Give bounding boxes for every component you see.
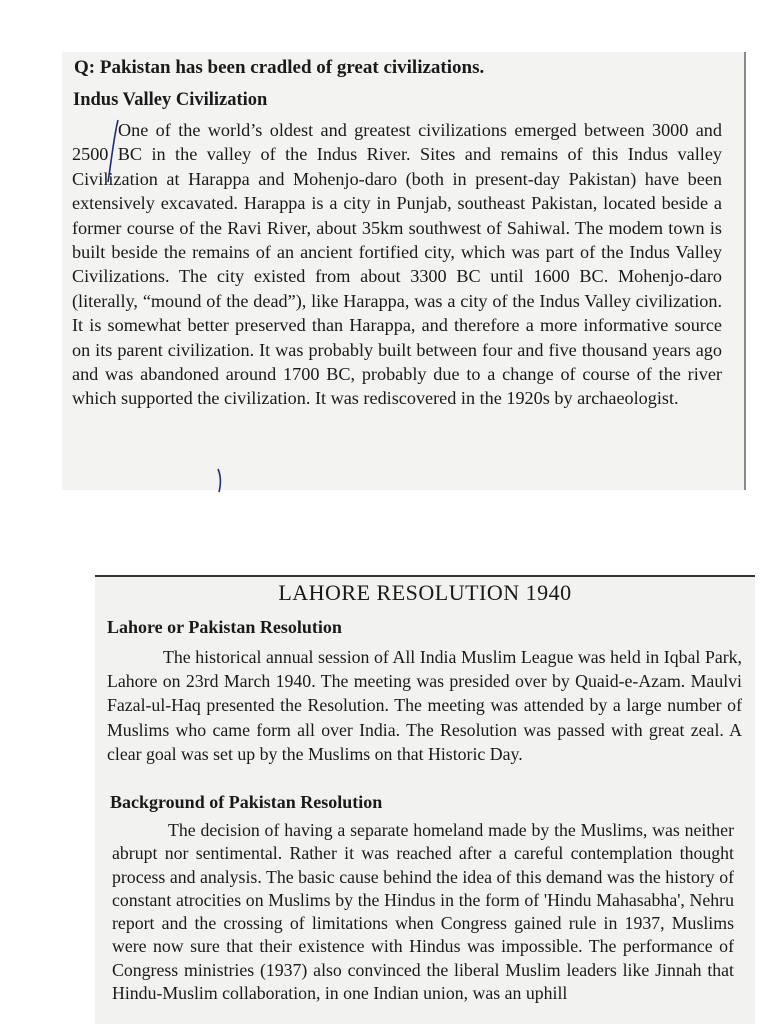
background-paragraph: The decision of having a separate homeland made by the Muslims, was neither abrupt nor sentimental. Rather it was reached after a careful contemplation thought process and analysis. The basic cause behind the idea of this demand was the history of constant atrocities on Muslims by the Hindus in the form of 'Hindu Mahasabha', Nehru report and the crossing of limitations when Congress gained rule in 1937, Muslims were now sure that their existence with Hindus was impossible. The performance of Congress ministries (1937) also convinced the liberal Muslim leaders like Jinnah that Hindu-Muslim collaboration, in one Indian union, was an uphill: [112, 820, 734, 1004]
pakistan-resolution-subheading: Lahore or Pakistan Resolution: [107, 617, 342, 637]
lahore-resolution-title: LAHORE RESOLUTION 1940: [278, 580, 572, 605]
background-subheading: Background of Pakistan Resolution: [110, 792, 383, 812]
pakistan-resolution-paragraph: The historical annual session of All India Muslim League was held in Iqbal Park, Lahore on 23rd March 1940. The meeting was presided over by Quaid-e-Azam. Maulvi Fazal-ul-Haq presented the Resolution. The meeting was attended by a large number of Muslims who came form all over India. The Resolution was passed with great zeal. A clear goal was set up by the Muslims on that Historic Day.: [107, 647, 742, 764]
indus-valley-paragraph: One of the world’s oldest and greatest civilizations emerged between 3000 and 2500 BC in the valley of the Indus River. Sites and remains of this Indus valley Civilization at Harappa and Mohenjo-daro (both in present-day Pakistan) have been extensively excavated. Harappa is a city in Punjab, southeast Pakistan, located beside a former course of the Ravi River, about 35km southwest of Sahiwal. The modem town is built beside the remains of an ancient fortified city, which was part of the Indus Valley Civilizations. The city existed from about 3300 BC until 1600 BC. Mohenjo-daro (literally, “mound of the dead”), like Harappa, was a city of the Indus Valley civilization. It is somewhat better preserved than Harappa, and therefore a more informative source on its parent civilization. It was probably built between four and five thousand years ago and was abandoned around 1700 BC, probably due to a change of course of the river which supported the civilization. It was rediscovered in the 1920s by archaeologist.: [72, 120, 722, 409]
question-heading: Q: Pakistan has been cradled of great civilizations.: [74, 57, 485, 78]
indus-valley-heading: Indus Valley Civilization: [73, 90, 268, 110]
